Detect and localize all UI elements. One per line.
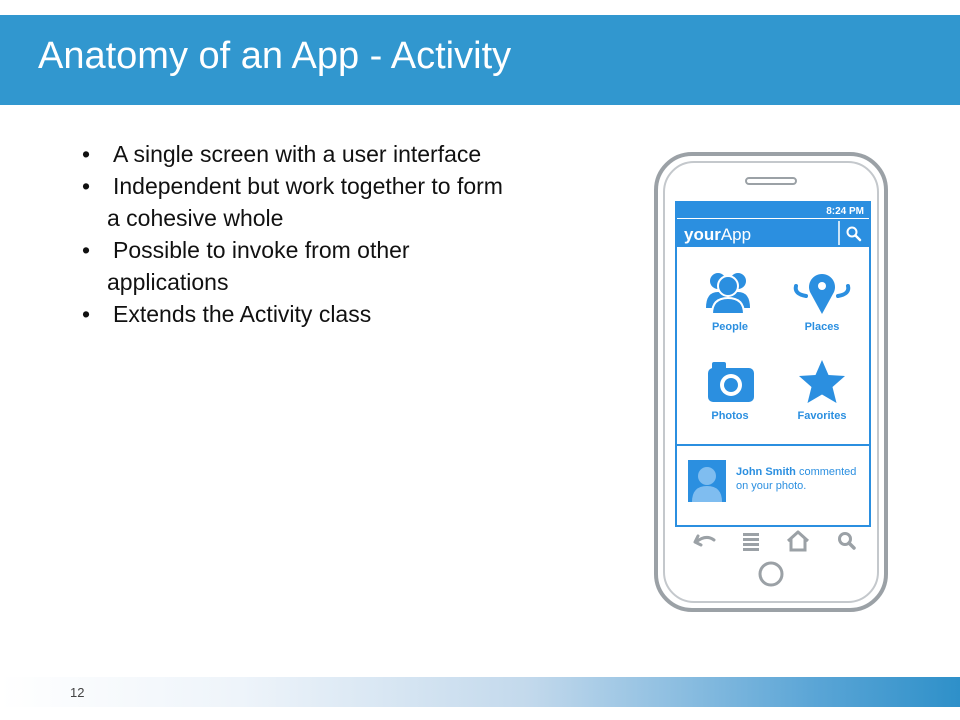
footer-bar	[0, 677, 960, 707]
bullet-list	[80, 138, 620, 330]
app-title-suffix: App	[720, 225, 752, 244]
bullet-text-continued: a cohesive whole	[107, 205, 284, 231]
bullet-text: Possible to invoke from other	[113, 237, 410, 263]
bullet-dot: •	[82, 141, 91, 167]
tile-photos[interactable]	[708, 362, 754, 422]
tile-label: People	[711, 321, 749, 333]
notification-text	[736, 466, 856, 478]
notification-action: commented	[795, 466, 857, 478]
people-icon	[706, 273, 750, 314]
bullet-text: A single screen with a user interface	[113, 141, 482, 167]
bullet-dot: •	[82, 173, 91, 199]
bullet-item	[80, 170, 620, 234]
notification-name: John Smith	[736, 466, 796, 478]
slide-title: Anatomy of an App - Activity	[38, 35, 512, 77]
bullet-text: Independent but work together to form	[113, 173, 503, 199]
tile-label: Photos	[711, 410, 749, 422]
bullet-dot: •	[82, 237, 91, 263]
tile-people[interactable]	[706, 273, 750, 333]
tile-label: Favorites	[797, 410, 847, 422]
app-title-prefix: your	[684, 225, 721, 244]
bullet-text: Extends the Activity class	[113, 301, 372, 327]
bullet-dot: •	[82, 301, 91, 327]
tile-label: Places	[804, 321, 840, 333]
notification-text-line2: on your photo.	[736, 480, 807, 492]
bullet-item	[80, 298, 620, 330]
app-title	[684, 225, 751, 244]
bullet-item	[80, 234, 620, 298]
page-number: 12	[70, 685, 85, 700]
camera-icon	[708, 362, 754, 402]
bullet-item	[80, 138, 620, 170]
status-time: 8:24 PM	[826, 206, 864, 217]
title-bar	[0, 15, 960, 105]
phone-illustration	[648, 148, 894, 616]
bullet-text-continued: applications	[107, 269, 229, 295]
